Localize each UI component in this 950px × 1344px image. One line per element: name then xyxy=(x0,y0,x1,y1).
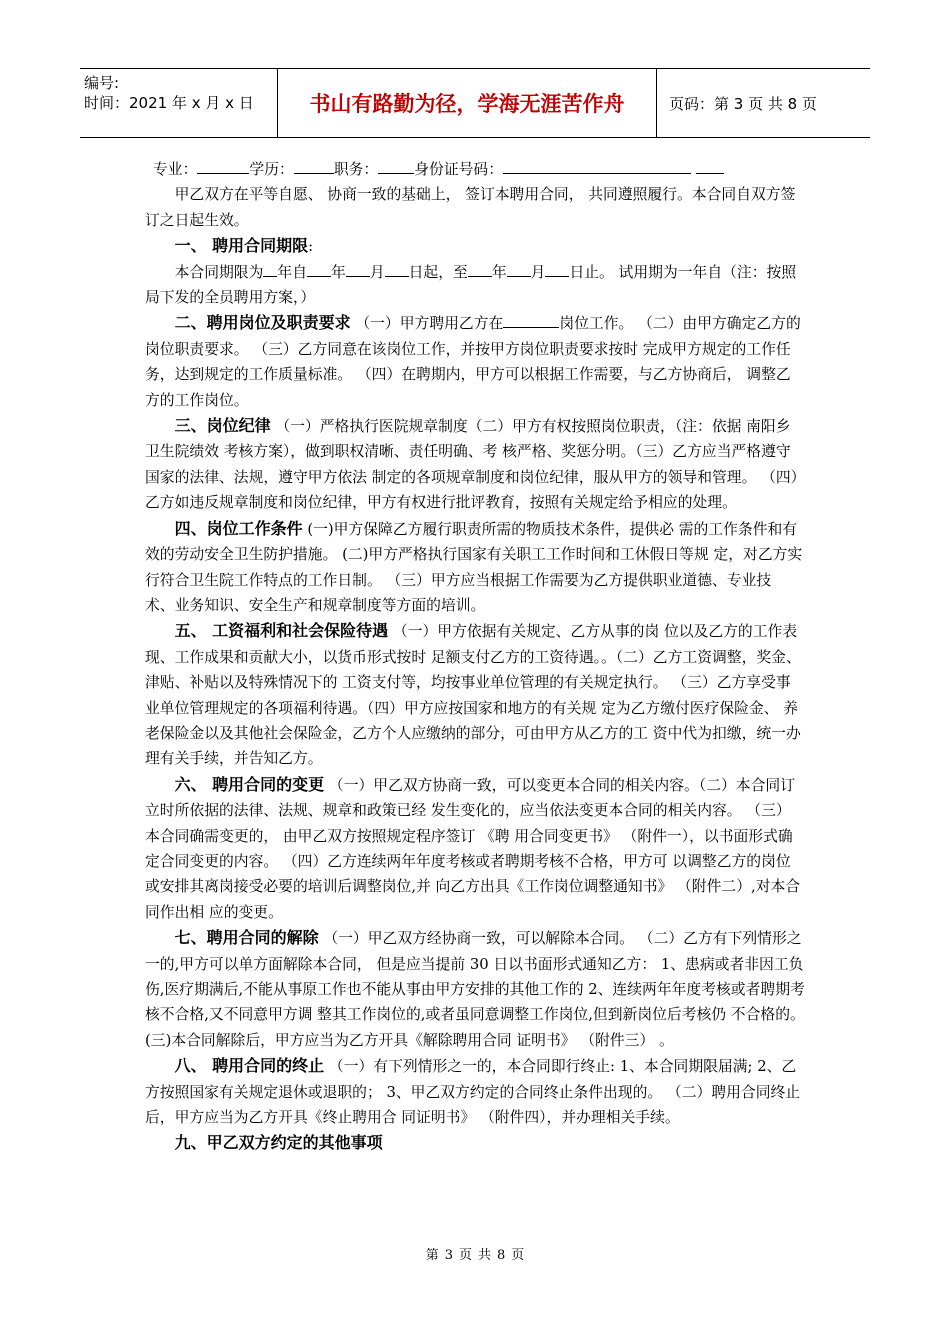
section-8-title: 八、 聘用合同的终止 xyxy=(174,1056,325,1076)
footer-total-pages: 8 xyxy=(497,1248,506,1263)
section-5: 五、 工资福利和社会保险待遇 （一）甲方依据有关规定、乙方从事的岗 位以及乙方的工作表现、工作成果和贡献大小，以货币形式按时 足额支付乙方的工资待遇。。（二）乙方工资调整，奖金、津贴、补贴以及特殊情况下的 工资支付等，均按事业单位管理的有关规定执行。 （三）乙方享受事业单位管理规定的各项福利待遇。（四）甲方应按国家和地方的有关规 定为乙方缴付医疗保险金、 养老保险金以及其他社会保险金，乙方个人应缴纳的部分，可由甲方从乙方的工 资中代为扣缴，统一办理有关手续，并告知乙方。 xyxy=(145,621,801,768)
section-7: 七、聘用合同的解除 （一）甲乙双方经协商一致，可以解除本合同。 （二）乙方有下列情形之一的,甲方可以单方面解除本合同， 但是应当提前 30 日以书面形式通知乙方： 1、患病或者非因工负伤,医疗期满后,不能从事原工作也不能从事由甲方安排的其他工作的 2、连续两年年度考核或者聘期考核不合格,又不同意甲方调 整其工作岗位的,或者虽同意调整工作岗位,但到新岗位后考核仍 不合格的。(三)本合同解除后，甲方应当为乙方开具《解除聘用合同 证明书》 （附件三） 。 xyxy=(145,928,805,1049)
section-9 xyxy=(145,1130,805,1156)
page-header xyxy=(80,68,870,138)
header-page-label: 页码：第 3 页 共 8 页 xyxy=(669,94,817,113)
section-1-title: 一、 聘用合同期限 xyxy=(174,236,309,256)
document-body xyxy=(145,157,805,1157)
section-6-title: 六、 聘用合同的变更 xyxy=(174,774,325,794)
intro-paragraph: 甲乙双方在平等自愿、 协商一致的基础上， 签订本聘用合同， 共同遵照履行。本合同自双方签订之日起生效。 xyxy=(145,186,796,229)
section-1-body: 本合同期限为 年自 年 月 日起，至 年 月 日止。 试用期为一年自（注：按照局下发的全员聘用方案，） xyxy=(145,263,797,307)
header-meta xyxy=(80,69,278,137)
section-8: 八、 聘用合同的终止 （一）有下列情形之一的，本合同即行终止: 1、本合同期限届满; 2、乙方按照国家有关规定退休或退职的； 3、甲乙双方约定的合同终止条件出现的。 （二）聘用合同终止后，甲方应当为乙方开具《终止聘用合 同证明书》 （附件四），并办理相关手续。 xyxy=(145,1056,801,1127)
section-3: 三、岗位纪律 （一）严格执行医院规章制度（二）甲方有权按照岗位职责，（注：依据 南阳乡卫生院绩效 考核方案），做到职权清晰、责任明确、考 核严格、奖惩分明。（三）乙方应当严格遵守国家的法律、法规，遵守甲方依法 制定的各项规章制度和岗位纪律，服从甲方的领导和管理。 （四）乙方如违反规章制度和岗位纪律，甲方有权进行批评教育，按照有关规定给予相应的处理。 xyxy=(145,416,799,512)
section-4: 四、岗位工作条件 (一)甲方保障乙方履行职责所需的物质技术条件，提供必 需的工作条件和有效的劳动安全卫生防护措施。 (二)甲方严格执行国家有关职工工作时间和工休假日等规 定，对乙方实行符合卫生院工作特点的工作日制。 （三）甲方应当根据工作需要为乙方提供职业道德、专业技 术、业务知识、安全生产和规章制度等方面的培训。 xyxy=(145,518,803,614)
section-2-title: 二、聘用岗位及职责要求 xyxy=(174,313,351,333)
section-3-title: 三、岗位纪律 xyxy=(174,416,271,436)
personal-info-line: 专业： 学历： 职务： 身份证号码： xyxy=(145,157,805,182)
page-footer: 第 3 页 共 8 页 xyxy=(425,1248,525,1263)
section-9-title: 九、甲乙双方约定的其他事项 xyxy=(174,1133,383,1153)
section-4-title: 四、岗位工作条件 xyxy=(174,518,303,538)
section-5-title: 五、 工资福利和社会保险待遇 xyxy=(174,621,389,641)
document-time-label: 时间：2021 年 x 月 x 日 xyxy=(84,94,254,112)
footer-page-number: 3 xyxy=(444,1248,453,1263)
header-slogan: 书山有路勤为径，学海无涯苦作舟 xyxy=(278,69,657,137)
document-number-label: 编号: xyxy=(84,74,120,92)
section-2: 二、聘用岗位及职责要求 （一）甲方聘用乙方在 岗位工作。 （二）由甲方确定乙方的岗位职责要求。 （三）乙方同意在该岗位工作，并按甲方岗位职责要求按时 完成甲方规定的工作任务，达到规定的工作质量标准。 （四）在聘期内，甲方可以根据工作需要，与乙方协商后， 调整乙方的工作岗位。 xyxy=(145,313,801,409)
section-6: 六、 聘用合同的变更 （一）甲乙双方协商一致，可以变更本合同的相关内容。（二）本合同订立时所依据的法律、法规、规章和政策已经 发生变化的，应当依法变更本合同的相关内容。 （三） 本合同确需变更的， 由甲乙双方按照规定程序签订 《聘 用合同变更书》 （附件一），以书面形式确定合同变更的内容。 （四）乙方连续两年年度考核或者聘期考核不合格，甲方可 以调整乙方的岗位或安排其离岗接受必要的培训后调整岗位,并 向乙方出具《工作岗位调整通知书》 （附件二）,对本合同作出相 应的变更。 xyxy=(145,774,801,921)
section-1: 一、 聘用合同期限: xyxy=(174,236,314,256)
section-7-title: 七、聘用合同的解除 xyxy=(174,928,319,948)
